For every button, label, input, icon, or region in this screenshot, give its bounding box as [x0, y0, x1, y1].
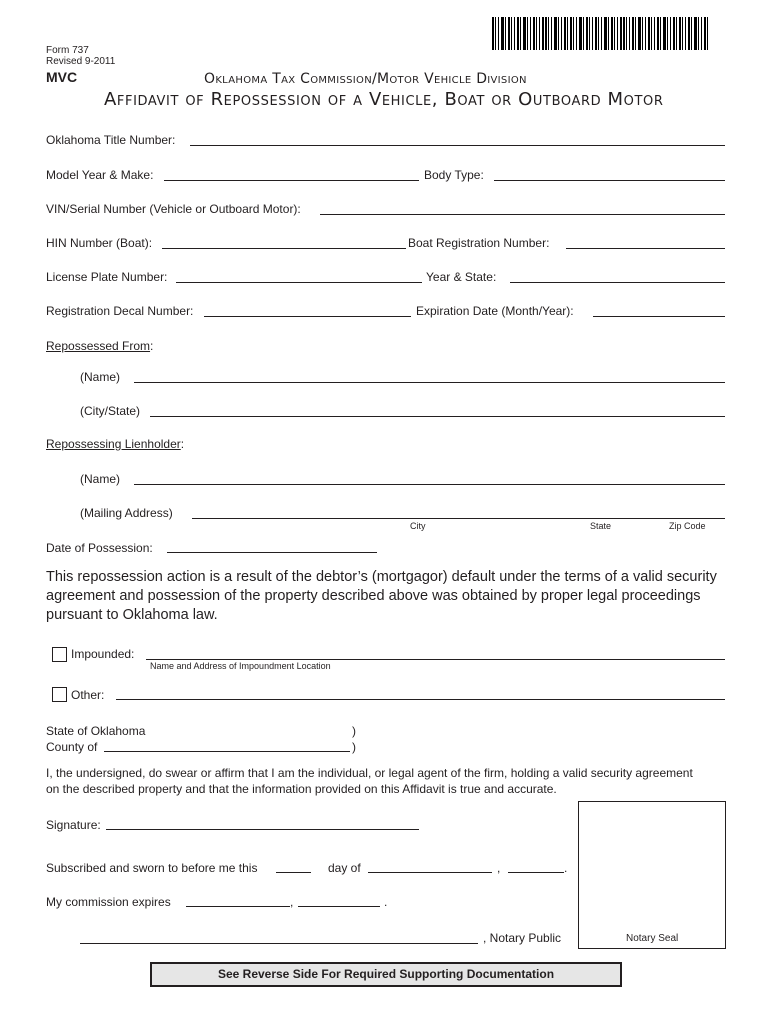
lienholder-mailing-field[interactable] — [192, 518, 725, 519]
repossessed-city-state-field[interactable] — [150, 416, 725, 417]
commission-date-field[interactable] — [186, 906, 290, 907]
barcode-bar — [691, 17, 692, 50]
barcode-bar — [564, 17, 566, 50]
boat-registration-field[interactable] — [566, 248, 725, 249]
barcode-bar — [542, 17, 544, 50]
barcode-bar — [586, 17, 588, 50]
body-type-field[interactable] — [494, 180, 725, 181]
title-number-label: Oklahoma Title Number: — [46, 133, 176, 147]
county-field[interactable] — [104, 751, 350, 752]
expiration-date-label: Expiration Date (Month/Year): — [416, 304, 574, 318]
model-year-make-field[interactable] — [164, 180, 419, 181]
footer-note: See Reverse Side For Required Supporting Documentation — [150, 962, 622, 987]
lienholder-name-field[interactable] — [134, 484, 725, 485]
barcode-bar — [595, 17, 597, 50]
barcode-bar — [579, 17, 582, 50]
barcode-bar — [533, 17, 535, 50]
notary-public-signature-field[interactable] — [80, 943, 478, 944]
barcode-bar — [573, 17, 574, 50]
lienholder-name-label: (Name) — [80, 472, 121, 486]
barcode-bar — [567, 17, 568, 50]
barcode-bar — [514, 17, 515, 50]
sworn-comma: , — [497, 861, 501, 875]
barcode-bar — [679, 17, 681, 50]
barcode-bar — [657, 17, 659, 50]
barcode-bar — [623, 17, 625, 50]
barcode-bar — [701, 17, 702, 50]
venue-paren-1: ) — [352, 724, 356, 738]
repossessed-from-heading: Repossessed From: — [46, 339, 154, 353]
barcode-bar — [685, 17, 686, 50]
barcode-bar — [517, 17, 519, 50]
barcode-bar — [620, 17, 622, 50]
barcode-bar — [626, 17, 627, 50]
vin-field[interactable] — [320, 214, 725, 215]
barcode-bar — [635, 17, 636, 50]
barcode-bar — [608, 17, 609, 50]
barcode-bar — [611, 17, 613, 50]
barcode-bar — [523, 17, 526, 50]
decal-number-label: Registration Decal Number: — [46, 304, 194, 318]
barcode-bar — [614, 17, 615, 50]
barcode-bar — [670, 17, 671, 50]
barcode-bar — [498, 17, 499, 50]
barcode-bar — [589, 17, 590, 50]
repossessed-city-state-label: (City/State) — [80, 404, 141, 418]
barcode-bar — [576, 17, 577, 50]
venue-state: State of Oklahoma — [46, 724, 146, 738]
barcode-bar — [495, 17, 496, 50]
barcode-bar — [551, 17, 552, 50]
barcode-bar — [663, 17, 666, 50]
barcode-bar — [536, 17, 537, 50]
body-type-label: Body Type: — [424, 168, 484, 182]
barcode-bar — [548, 17, 549, 50]
barcode-bar — [501, 17, 504, 50]
other-label: Other: — [71, 688, 105, 702]
barcode-bar — [604, 17, 607, 50]
sworn-label: Subscribed and sworn to before me this — [46, 861, 258, 875]
other-field[interactable] — [116, 699, 725, 700]
sworn-day-field[interactable] — [276, 872, 311, 873]
venue-paren-2: ) — [352, 740, 356, 754]
impounded-label: Impounded: — [71, 647, 135, 661]
notary-public-label: , Notary Public — [483, 931, 562, 945]
commission-label: My commission expires — [46, 895, 171, 909]
barcode-bar — [570, 17, 572, 50]
zip-hint: Zip Code — [669, 521, 706, 531]
other-checkbox[interactable] — [52, 687, 67, 702]
date-of-possession-label: Date of Possession: — [46, 541, 153, 555]
barcode-bar — [554, 17, 557, 50]
impoundment-location-field[interactable] — [146, 659, 725, 660]
venue-county-label: County of — [46, 740, 98, 754]
barcode-bar — [651, 17, 652, 50]
barcode-bar — [558, 17, 559, 50]
notary-seal-label: Notary Seal — [626, 933, 679, 944]
barcode-bar — [520, 17, 521, 50]
year-state-field[interactable] — [510, 282, 725, 283]
decal-number-field[interactable] — [204, 316, 411, 317]
barcode-bar — [492, 17, 494, 50]
lienholder-mailing-label: (Mailing Address) — [80, 506, 173, 520]
barcode-bar — [648, 17, 650, 50]
repossession-statement: This repossession action is a result of the debtor’s (mortgagor) default under the terms of a valid security agreement and possession of the property described above was obtained by proper legal proceedings pursuant to Oklahoma law. — [46, 569, 717, 623]
barcode-bar — [698, 17, 699, 50]
form-code: MVC — [46, 69, 78, 85]
form-number: Form 737 — [46, 45, 89, 56]
barcode-bar — [583, 17, 584, 50]
barcode-bar — [629, 17, 630, 50]
barcode-bar — [660, 17, 661, 50]
repossessed-name-field[interactable] — [134, 382, 725, 383]
commission-year-field[interactable] — [298, 906, 380, 907]
barcode-bar — [601, 17, 602, 50]
commission-comma: , — [290, 895, 294, 909]
barcode-bar — [654, 17, 655, 50]
vin-label: VIN/Serial Number (Vehicle or Outboard Motor): — [46, 202, 301, 216]
state-hint: State — [590, 521, 612, 531]
boat-registration-label: Boat Registration Number: — [408, 236, 550, 250]
hin-label: HIN Number (Boat): — [46, 236, 153, 250]
signature-label: Signature: — [46, 818, 101, 832]
barcode-bar — [505, 17, 506, 50]
repossessed-name-label: (Name) — [80, 370, 121, 384]
form-title: Affidavit of Repossession of a Vehicle, Boat or Outboard Motor — [104, 89, 664, 110]
signature-field[interactable] — [106, 829, 419, 830]
barcode-bar — [592, 17, 593, 50]
impounded-checkbox[interactable] — [52, 647, 67, 662]
sworn-period: . — [564, 861, 568, 875]
expiration-date-field[interactable] — [593, 316, 725, 317]
city-hint: City — [410, 521, 426, 531]
agency-name: Oklahoma Tax Commission/Motor Vehicle Division — [204, 71, 527, 87]
barcode-bar — [508, 17, 510, 50]
barcode-bar — [545, 17, 547, 50]
barcode-bar — [638, 17, 641, 50]
barcode-bar — [530, 17, 531, 50]
license-plate-label: License Plate Number: — [46, 270, 168, 284]
barcode-bar — [694, 17, 697, 50]
sworn-year-field[interactable] — [508, 872, 564, 873]
model-year-make-label: Model Year & Make: — [46, 168, 154, 182]
barcode-bar — [682, 17, 683, 50]
revised-date: Revised 9-2011 — [46, 56, 116, 67]
barcode-bar — [704, 17, 706, 50]
date-of-possession-field[interactable] — [167, 552, 377, 553]
title-number-field[interactable] — [190, 145, 725, 146]
barcode-bar — [688, 17, 690, 50]
lienholder-heading: Repossessing Lienholder: — [46, 437, 185, 451]
barcode-bar — [539, 17, 540, 50]
year-state-label: Year & State: — [426, 270, 497, 284]
notary-seal-box — [578, 801, 726, 949]
barcode-bar — [511, 17, 512, 50]
barcode-bar — [667, 17, 668, 50]
barcode-bar — [598, 17, 599, 50]
commission-period: . — [384, 895, 388, 909]
hin-field[interactable] — [162, 248, 406, 249]
sworn-month-field[interactable] — [368, 872, 492, 873]
license-plate-field[interactable] — [176, 282, 422, 283]
barcode-bar — [673, 17, 675, 50]
barcode-bar — [707, 17, 708, 50]
barcode-bar — [527, 17, 528, 50]
barcode-bar — [676, 17, 677, 50]
barcode-bar — [645, 17, 646, 50]
barcode-bar — [617, 17, 618, 50]
day-of-label: day of — [328, 861, 361, 875]
barcode — [492, 17, 724, 50]
oath-text: I, the undersigned, do swear or affirm that I am the individual, or legal agent of the firm, holding a valid security agreement on the described property and that the information provided on this Affidavit is true and accurate. — [46, 766, 693, 796]
barcode-bar — [561, 17, 562, 50]
barcode-bar — [642, 17, 643, 50]
impoundment-location-hint: Name and Address of Impoundment Location — [150, 661, 331, 671]
barcode-bar — [632, 17, 634, 50]
